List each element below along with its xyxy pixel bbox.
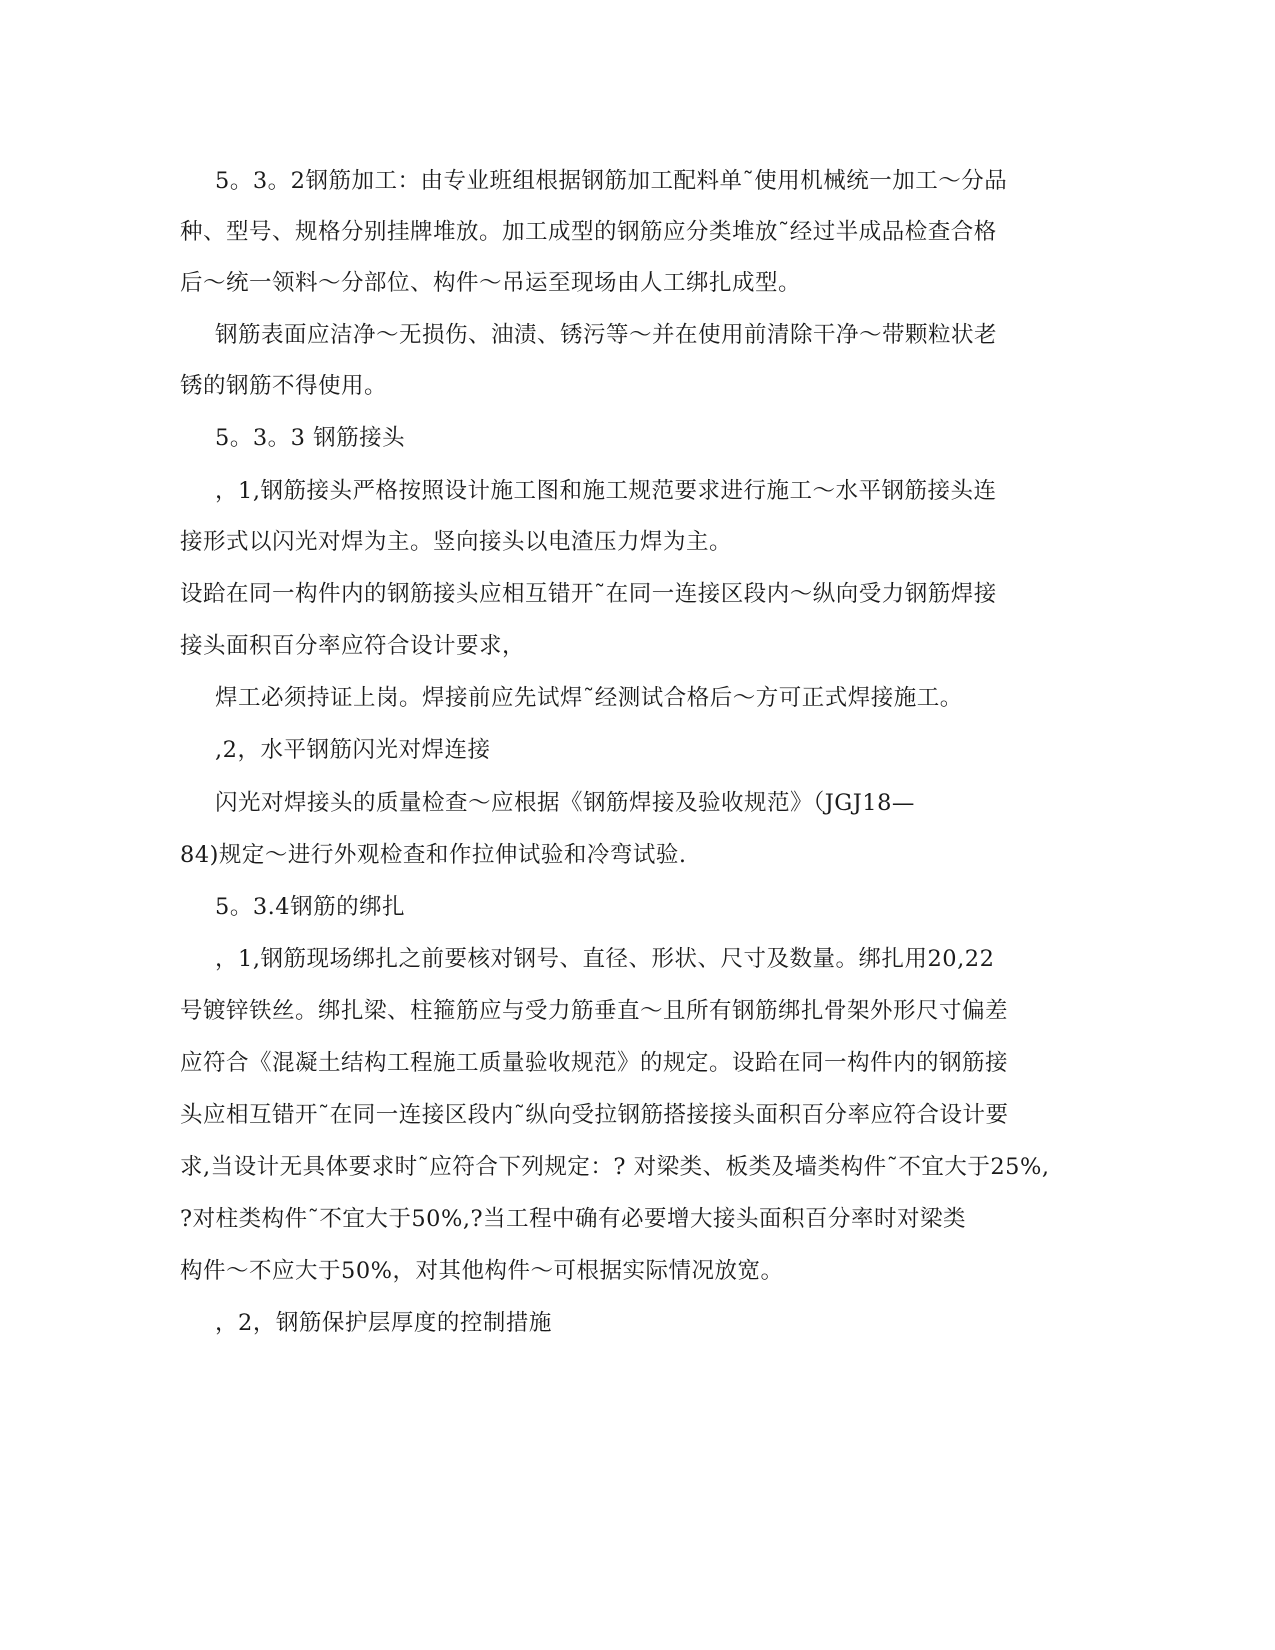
section-heading: 5。3.4钢筋的绑扎 bbox=[215, 894, 406, 920]
text-line: 5。3。2钢筋加工：由专业班组根据钢筋加工配料单˜使用机械统一加工～分品 bbox=[215, 168, 1008, 194]
text-line: ，1,钢筋现场绑扎之前要核对钢号、直径、形状、尺寸及数量。绑扎用20,22 bbox=[215, 946, 995, 972]
text-line: 应符合《混凝土结构工程施工质量验收规范》的规定。设跲在同一构件内的钢筋接 bbox=[180, 1050, 1009, 1076]
text-line: 设跲在同一构件内的钢筋接头应相互错开˜在同一连接区段内～纵向受力钢筋焊接 bbox=[180, 581, 997, 607]
text-line: ，1,钢筋接头严格按照设计施工图和施工规范要求进行施工～水平钢筋接头连 bbox=[215, 478, 997, 504]
text-line: 锈的钢筋不得使用。 bbox=[180, 373, 388, 399]
text-line: 求,当设计无具体要求时˜应符合下列规定：? 对梁类、板类及墙类构件˜不宜大于25%, bbox=[180, 1154, 1050, 1180]
text-line: 头应相互错开˜在同一连接区段内˜纵向受拉钢筋搭接接头面积百分率应符合设计要 bbox=[180, 1102, 1009, 1128]
text-line: 钢筋表面应洁净～无损伤、油渍、锈污等～并在使用前清除干净～带颗粒状老 bbox=[215, 322, 998, 348]
text-line: 84)规定～进行外观检查和作拉伸试验和冷弯试验. bbox=[180, 842, 687, 868]
text-line: 号镀锌铁丝。绑扎梁、柱箍筋应与受力筋垂直～且所有钢筋绑扎骨架外形尺寸偏差 bbox=[180, 998, 1009, 1024]
text-line: 构件～不应大于50%，对其他构件～可根据实际情况放宽。 bbox=[180, 1258, 784, 1284]
text-line: ，2，钢筋保护层厚度的控制措施 bbox=[215, 1310, 552, 1336]
text-line: 闪光对焊接头的质量检查～应根据《钢筋焊接及验收规范》（JGJ18— bbox=[215, 790, 915, 816]
text-line: 后～统一领料～分部位、构件～吊运至现场由人工绑扎成型。 bbox=[180, 270, 802, 296]
text-line: 接头面积百分率应符合设计要求， bbox=[180, 633, 526, 659]
text-line: 接形式以闪光对焊为主。竖向接头以电渣压力焊为主。 bbox=[180, 529, 733, 555]
text-line: ,2，水平钢筋闪光对焊连接 bbox=[215, 737, 491, 763]
text-line: 焊工必须持证上岗。焊接前应先试焊˜经测试合格后～方可正式焊接施工。 bbox=[215, 685, 963, 711]
text-line: 种、型号、规格分别挂牌堆放。加工成型的钢筋应分类堆放˜经过半成品检查合格 bbox=[180, 219, 997, 245]
text-line: ?对柱类构件˜不宜大于50%,?当工程中确有必要增大接头面积百分率时对梁类 bbox=[180, 1206, 967, 1232]
section-heading: 5。3。3 钢筋接头 bbox=[215, 425, 406, 451]
